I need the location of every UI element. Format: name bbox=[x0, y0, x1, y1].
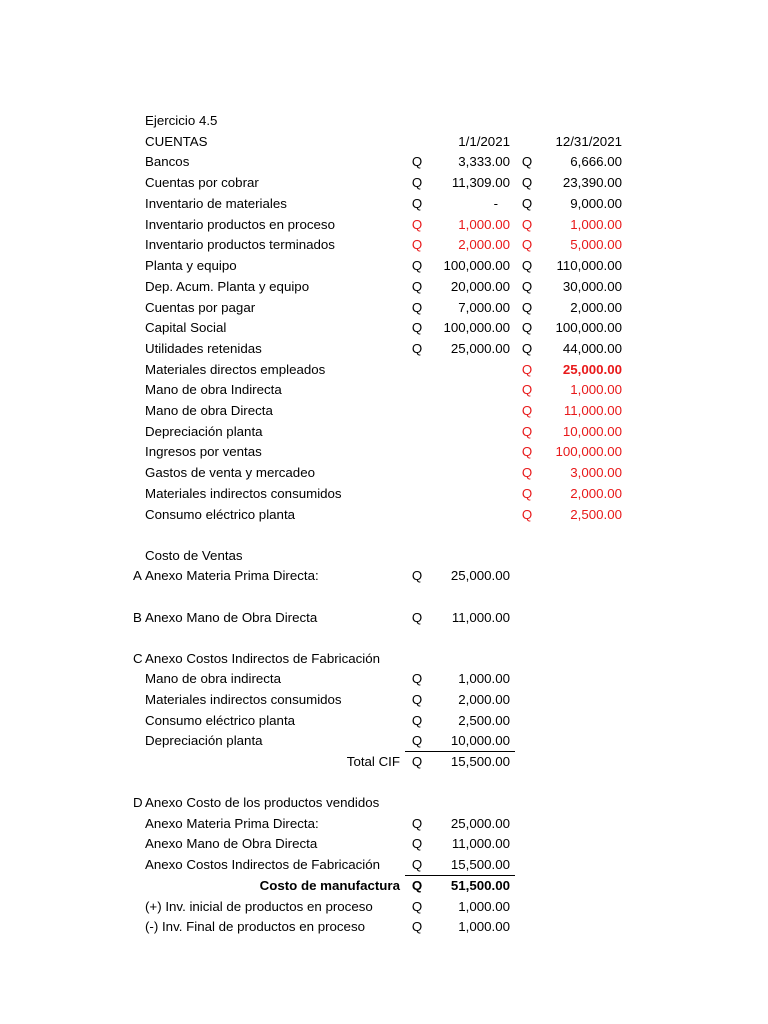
value-start: 1,000.00 bbox=[458, 217, 510, 232]
value-start: 2,000.00 bbox=[458, 237, 510, 252]
item-label: Consumo eléctrico planta bbox=[145, 713, 296, 728]
account-label: Planta y equipo bbox=[145, 258, 237, 273]
value-end: 6,666.00 bbox=[570, 154, 622, 169]
section-title: Costo de Ventas bbox=[145, 548, 243, 563]
annex-letter: B bbox=[133, 610, 142, 625]
table-row bbox=[0, 256, 768, 276]
value-start: 7,000.00 bbox=[458, 300, 510, 315]
annex-d-row bbox=[0, 793, 768, 813]
accounts-header-row bbox=[0, 132, 768, 152]
manufacture-cost-row bbox=[0, 876, 768, 896]
value-end: 5,000.00 bbox=[570, 237, 622, 252]
account-label: Cuentas por pagar bbox=[145, 300, 256, 315]
item-value: 2,000.00 bbox=[458, 692, 510, 707]
manufacture-cost-label: Costo de manufactura bbox=[259, 878, 400, 893]
value-start: - bbox=[493, 196, 498, 211]
table-row bbox=[0, 194, 768, 214]
currency-symbol: Q bbox=[521, 175, 533, 190]
value-end: 1,000.00 bbox=[570, 217, 622, 232]
value-start: 20,000.00 bbox=[450, 279, 510, 294]
currency-symbol: Q bbox=[411, 610, 423, 625]
item-value: 1,000.00 bbox=[458, 671, 510, 686]
account-label: Inventario productos terminados bbox=[145, 237, 335, 252]
sheet-title: Ejercicio 4.5 bbox=[145, 113, 218, 128]
currency-symbol: Q bbox=[521, 279, 533, 294]
annex-letter: C bbox=[133, 651, 143, 666]
currency-symbol: Q bbox=[411, 175, 423, 190]
value-end: 100,000.00 bbox=[555, 444, 622, 459]
value-end: 3,000.00 bbox=[570, 465, 622, 480]
currency-symbol: Q bbox=[411, 671, 423, 686]
table-row bbox=[0, 298, 768, 318]
currency-symbol: Q bbox=[411, 279, 423, 294]
table-row bbox=[0, 215, 768, 235]
currency-symbol: Q bbox=[521, 196, 533, 211]
item-value: 11,000.00 bbox=[451, 836, 510, 851]
annex-letter: D bbox=[133, 795, 143, 810]
account-label: Materiales directos empleados bbox=[145, 362, 326, 377]
table-row bbox=[0, 360, 768, 380]
list-item bbox=[0, 814, 768, 834]
value-end: 9,000.00 bbox=[570, 196, 622, 211]
item-label: (+) Inv. inicial de productos en proceso bbox=[145, 899, 373, 914]
account-label: Capital Social bbox=[145, 320, 227, 335]
value-start: 25,000.00 bbox=[450, 341, 510, 356]
account-label: Depreciación planta bbox=[145, 424, 263, 439]
annex-label: Anexo Costos Indirectos de Fabricación bbox=[145, 651, 381, 666]
list-item bbox=[0, 731, 768, 751]
list-item bbox=[0, 669, 768, 689]
item-value: 1,000.00 bbox=[458, 899, 510, 914]
table-row bbox=[0, 401, 768, 421]
value-end: 30,000.00 bbox=[562, 279, 622, 294]
currency-symbol: Q bbox=[411, 919, 423, 934]
annex-c-row bbox=[0, 649, 768, 669]
total-cif-label: Total CIF bbox=[346, 754, 400, 769]
value-end: 1,000.00 bbox=[570, 382, 622, 397]
annex-label: Anexo Mano de Obra Directa bbox=[145, 610, 318, 625]
account-label: Consumo eléctrico planta bbox=[145, 507, 296, 522]
account-label: Cuentas por cobrar bbox=[145, 175, 259, 190]
currency-symbol: Q bbox=[411, 320, 423, 335]
currency-symbol: Q bbox=[411, 899, 423, 914]
table-row bbox=[0, 173, 768, 193]
accounts-header-date1: 1/1/2021 bbox=[458, 134, 510, 149]
value-start: 100,000.00 bbox=[443, 320, 510, 335]
item-label: Anexo Materia Prima Directa: bbox=[145, 816, 319, 831]
account-label: Inventario de materiales bbox=[145, 196, 287, 211]
value-end: 110,000.00 bbox=[556, 258, 622, 273]
item-value: 10,000.00 bbox=[450, 733, 510, 748]
account-label: Mano de obra Indirecta bbox=[145, 382, 282, 397]
value-end: 2,500.00 bbox=[570, 507, 622, 522]
total-cif-row bbox=[0, 752, 768, 772]
value-end: 11,000.00 bbox=[563, 403, 622, 418]
item-label: (-) Inv. Final de productos en proceso bbox=[145, 919, 365, 934]
currency-symbol: Q bbox=[411, 568, 423, 583]
currency-symbol: Q bbox=[411, 878, 423, 893]
currency-symbol: Q bbox=[411, 217, 423, 232]
value-end: 2,000.00 bbox=[570, 300, 622, 315]
annex-label: Anexo Materia Prima Directa: bbox=[145, 568, 319, 583]
list-item bbox=[0, 690, 768, 710]
account-label: Mano de obra Directa bbox=[145, 403, 273, 418]
currency-symbol: Q bbox=[411, 196, 423, 211]
currency-symbol: Q bbox=[411, 836, 423, 851]
accounts-header-date2: 12/31/2021 bbox=[555, 134, 622, 149]
currency-symbol: Q bbox=[411, 816, 423, 831]
item-value: 15,500.00 bbox=[450, 857, 510, 872]
currency-symbol: Q bbox=[411, 733, 423, 748]
item-label: Materiales indirectos consumidos bbox=[145, 692, 342, 707]
cost-of-sales-title-row bbox=[0, 546, 768, 566]
table-row bbox=[0, 505, 768, 525]
currency-symbol: Q bbox=[521, 362, 533, 377]
total-cif-value: 15,500.00 bbox=[450, 754, 510, 769]
currency-symbol: Q bbox=[411, 237, 423, 252]
annex-value: 11,000.00 bbox=[451, 610, 510, 625]
item-label: Anexo Mano de Obra Directa bbox=[145, 836, 318, 851]
annex-a-row bbox=[0, 566, 768, 586]
item-value: 1,000.00 bbox=[458, 919, 510, 934]
currency-symbol: Q bbox=[521, 444, 533, 459]
account-label: Bancos bbox=[145, 154, 190, 169]
currency-symbol: Q bbox=[411, 692, 423, 707]
currency-symbol: Q bbox=[521, 486, 533, 501]
currency-symbol: Q bbox=[521, 217, 533, 232]
item-value: 2,500.00 bbox=[458, 713, 510, 728]
currency-symbol: Q bbox=[411, 857, 423, 872]
table-row bbox=[0, 380, 768, 400]
table-row bbox=[0, 442, 768, 462]
list-item bbox=[0, 917, 768, 937]
list-item bbox=[0, 834, 768, 854]
table-row bbox=[0, 277, 768, 297]
currency-symbol: Q bbox=[411, 713, 423, 728]
table-row bbox=[0, 463, 768, 483]
currency-symbol: Q bbox=[411, 258, 423, 273]
currency-symbol: Q bbox=[521, 465, 533, 480]
list-item bbox=[0, 897, 768, 917]
account-label: Gastos de venta y mercadeo bbox=[145, 465, 315, 480]
currency-symbol: Q bbox=[521, 403, 533, 418]
value-end: 44,000.00 bbox=[562, 341, 622, 356]
table-row bbox=[0, 484, 768, 504]
item-label: Mano de obra indirecta bbox=[145, 671, 282, 686]
currency-symbol: Q bbox=[521, 237, 533, 252]
accounts-header-label: CUENTAS bbox=[145, 134, 208, 149]
item-label: Anexo Costos Indirectos de Fabricación bbox=[145, 857, 381, 872]
table-row bbox=[0, 235, 768, 255]
account-label: Dep. Acum. Planta y equipo bbox=[145, 279, 310, 294]
account-label: Inventario productos en proceso bbox=[145, 217, 335, 232]
account-label: Ingresos por ventas bbox=[145, 444, 262, 459]
currency-symbol: Q bbox=[521, 424, 533, 439]
value-start: 3,333.00 bbox=[458, 154, 510, 169]
currency-symbol: Q bbox=[521, 507, 533, 522]
list-item bbox=[0, 711, 768, 731]
account-label: Utilidades retenidas bbox=[145, 341, 262, 356]
value-end: 100,000.00 bbox=[555, 320, 622, 335]
value-end: 2,000.00 bbox=[570, 486, 622, 501]
annex-b-row bbox=[0, 608, 768, 628]
currency-symbol: Q bbox=[411, 300, 423, 315]
currency-symbol: Q bbox=[521, 300, 533, 315]
currency-symbol: Q bbox=[521, 258, 533, 273]
currency-symbol: Q bbox=[521, 341, 533, 356]
sheet-title-row bbox=[0, 111, 768, 131]
value-start: 11,309.00 bbox=[451, 175, 510, 190]
table-row bbox=[0, 339, 768, 359]
currency-symbol: Q bbox=[521, 320, 533, 335]
value-start: 100,000.00 bbox=[443, 258, 510, 273]
annex-label: Anexo Costo de los productos vendidos bbox=[145, 795, 380, 810]
annex-letter: A bbox=[133, 568, 142, 583]
account-label: Materiales indirectos consumidos bbox=[145, 486, 342, 501]
table-row bbox=[0, 422, 768, 442]
value-end: 10,000.00 bbox=[562, 424, 622, 439]
list-item bbox=[0, 855, 768, 875]
item-label: Depreciación planta bbox=[145, 733, 263, 748]
currency-symbol: Q bbox=[521, 154, 533, 169]
currency-symbol: Q bbox=[521, 382, 533, 397]
item-value: 25,000.00 bbox=[450, 816, 510, 831]
currency-symbol: Q bbox=[411, 754, 423, 769]
currency-symbol: Q bbox=[411, 341, 423, 356]
table-row bbox=[0, 318, 768, 338]
annex-value: 25,000.00 bbox=[450, 568, 510, 583]
manufacture-cost-value: 51,500.00 bbox=[450, 878, 510, 893]
value-end: 23,390.00 bbox=[562, 175, 622, 190]
table-row bbox=[0, 152, 768, 172]
value-end: 25,000.00 bbox=[562, 362, 622, 377]
currency-symbol: Q bbox=[411, 154, 423, 169]
